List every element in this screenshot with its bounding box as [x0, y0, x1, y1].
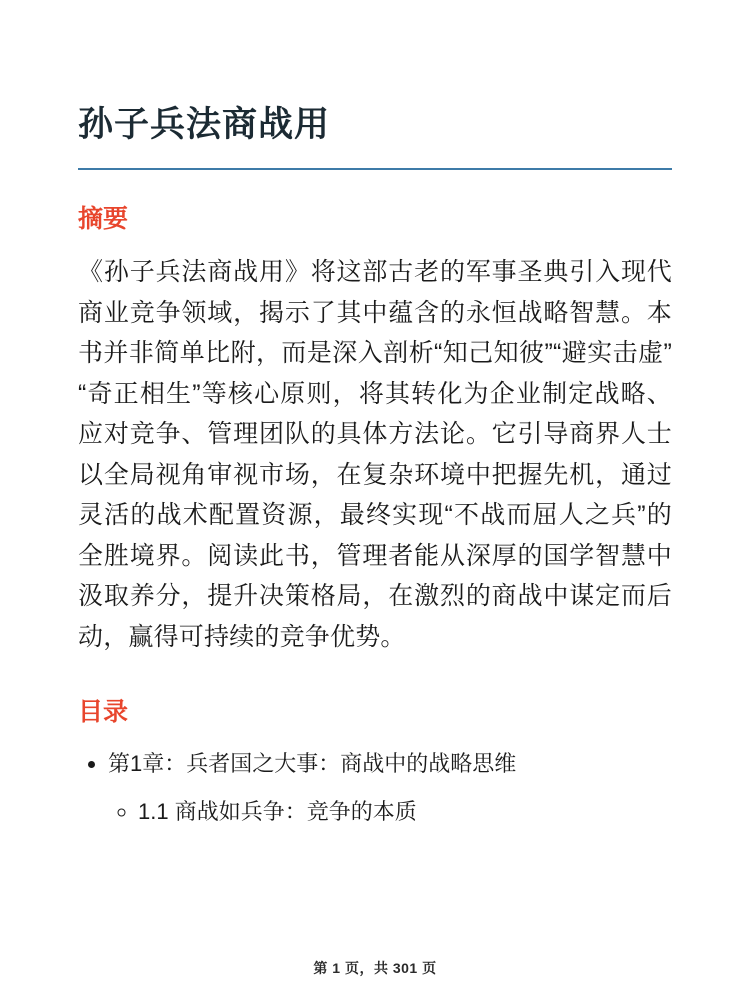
toc-chapter-label[interactable]: 第1章：兵者国之大事：商战中的战略思维 — [108, 751, 517, 776]
page-footer: 第 1 页，共 301 页 — [313, 960, 437, 976]
title-divider — [78, 168, 672, 170]
toc-section-label[interactable]: 1.1 商战如兵争：竞争的本质 — [138, 799, 417, 825]
toc-heading: 目录 — [78, 698, 129, 726]
abstract-heading: 摘要 — [78, 205, 129, 233]
toc-list — [78, 747, 672, 829]
toc-section-item[interactable] — [138, 795, 672, 829]
abstract-body: 《孙子兵法商战用》将这部古老的军事圣典引入现代商业竞争领域，揭示了其中蕴含的永恒战略智慧。本书并非简单比附，而是深入剖析“知己知彼”“避实击虚”“奇正相生”等核心原则，将其转化为企业制定战略、应对竞争、管理团队的具体方法论。它引导商界人士以全局视角审视市场，在复杂环境中把握先机，通过灵活的战术配置资源，最终实现“不战而屈人之兵”的全胜境界。阅读此书，管理者能从深厚的国学智慧中汲取养分，提升决策格局，在激烈的商战中谋定而后动，赢得可持续的竞争优势。 — [78, 258, 672, 651]
page-title: 孙子兵法商战用 — [78, 105, 331, 144]
toc-sublist — [108, 795, 672, 829]
toc-chapter-item[interactable] — [108, 747, 672, 829]
